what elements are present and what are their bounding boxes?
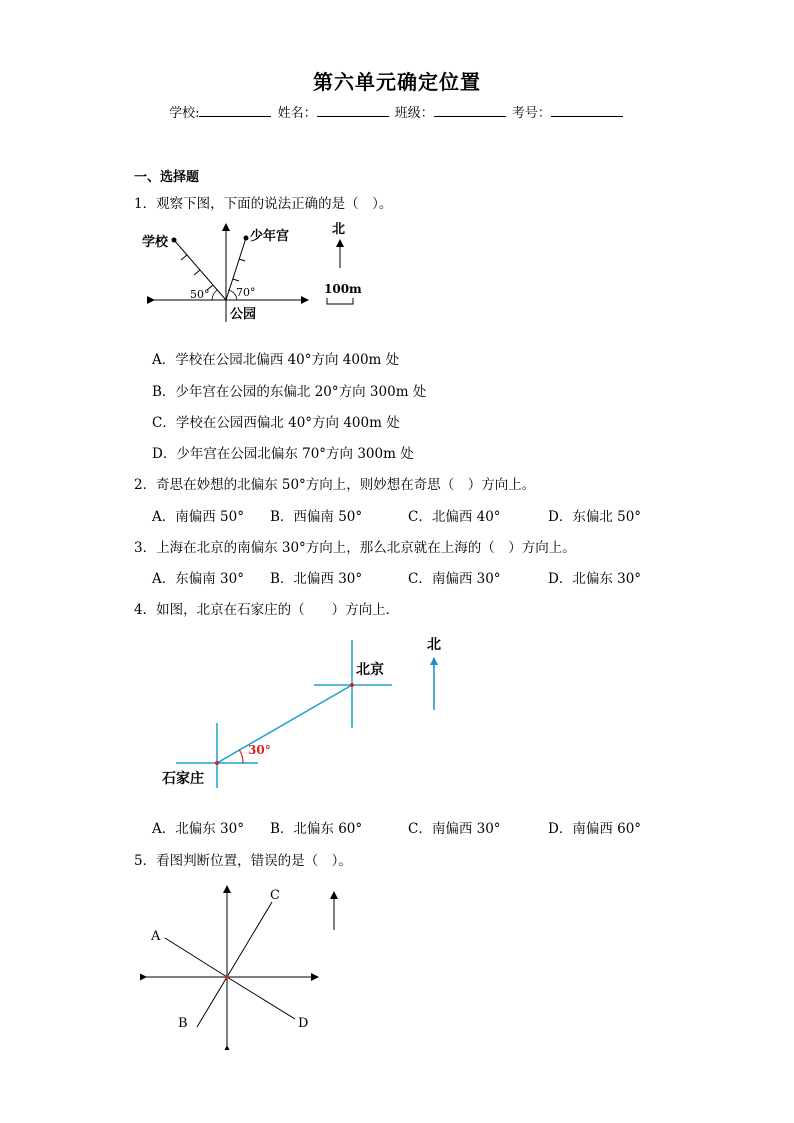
line-c [227,902,272,977]
class-label: 班级： [394,106,434,121]
palace-point [244,236,249,241]
shijiazhuang-label: 石家庄 [162,771,204,787]
question-2-option-d[interactable]: D．东偏北 50° [548,509,642,525]
question-3-text: 3．上海在北京的南偏东 30°方向上，那么北京就在上海的（ ）方向上。 [134,540,576,556]
question-4-option-c[interactable]: C．南偏西 30° [408,821,501,837]
beijing-label: 北京 [356,662,384,678]
question-1-option-c[interactable]: C．学校在公园西偏北 40°方向 400m 处 [152,415,400,431]
question-1-text: 1．观察下图，下面的说法正确的是（ ）。 [134,196,393,212]
question-4-option-d[interactable]: D．南偏西 60° [548,821,642,837]
question-4-figure [150,630,460,800]
section-title: 一、选择题 [134,170,200,185]
tick [181,255,187,260]
student-info-line [0,102,794,121]
question-1-option-b[interactable]: B．少年宫在公园的东偏北 20°方向 300m 处 [152,384,427,400]
question-1-option-d[interactable]: D．少年宫在公园北偏东 70°方向 300m 处 [152,446,414,462]
question-2-option-a[interactable]: A．南偏西 50° [152,509,244,525]
school-blank[interactable] [199,104,271,117]
label-b: B [178,1016,188,1031]
angle-label: 30° [248,743,271,757]
school-label: 学校 [142,235,169,250]
label-c: C [270,888,280,903]
question-4-option-a[interactable]: A．北偏东 30° [152,821,244,837]
connecting-line [217,685,352,763]
exam-number-label: 考号： [511,106,551,121]
north-label: 北 [332,222,346,237]
question-3-option-d[interactable]: D．北偏东 30° [548,571,642,587]
scale-bar [327,298,353,304]
angle-left-label: 50° [190,288,210,301]
tick [233,279,239,281]
palace-label: 少年宫 [250,229,290,244]
angle-arc [240,750,244,763]
park-label: 公园 [230,307,257,322]
question-3-option-b[interactable]: B．北偏西 30° [270,571,363,587]
name-label: 姓名： [277,106,317,121]
exam-number-blank[interactable] [551,104,623,117]
line-b [197,977,227,1027]
class-blank[interactable] [434,104,506,117]
page-title: 第六单元确定位置 [313,70,481,94]
angle-arc-left [212,290,217,300]
question-5-text: 5．看图判断位置，错误的是（ ）。 [134,853,352,869]
shijiazhuang-point [215,761,219,765]
label-a: A [151,929,161,944]
school-label: 学校: [169,106,200,121]
question-3-option-c[interactable]: C．南偏西 30° [408,571,501,587]
question-1-option-a[interactable]: A．学校在公园北偏西 40°方向 400m 处 [152,352,400,368]
question-3-option-a[interactable]: A．东偏南 30° [152,571,244,587]
question-2-option-b[interactable]: B．西偏南 50° [270,509,363,525]
line-d [227,977,295,1019]
line-a [165,938,227,977]
question-4-text: 4．如图，北京在石家庄的（ ）方向上． [134,602,400,618]
question-4-option-b[interactable]: B．北偏东 60° [270,821,363,837]
tick [194,270,200,275]
name-blank[interactable] [317,104,389,117]
question-1-figure [140,218,380,328]
scale-label: 100m [324,282,362,296]
north-label: 北 [427,637,441,653]
center-point [225,975,229,979]
school-point [172,238,177,243]
tick [239,259,245,261]
label-d: D [298,1016,309,1031]
question-2-option-c[interactable]: C．北偏西 40° [408,509,501,525]
beijing-point [350,683,354,687]
angle-right-label: 70° [236,286,256,299]
question-5-figure [140,880,360,1050]
question-2-text: 2．奇思在妙想的北偏东 50°方向上，则妙想在奇思（ ）方向上。 [134,477,536,493]
